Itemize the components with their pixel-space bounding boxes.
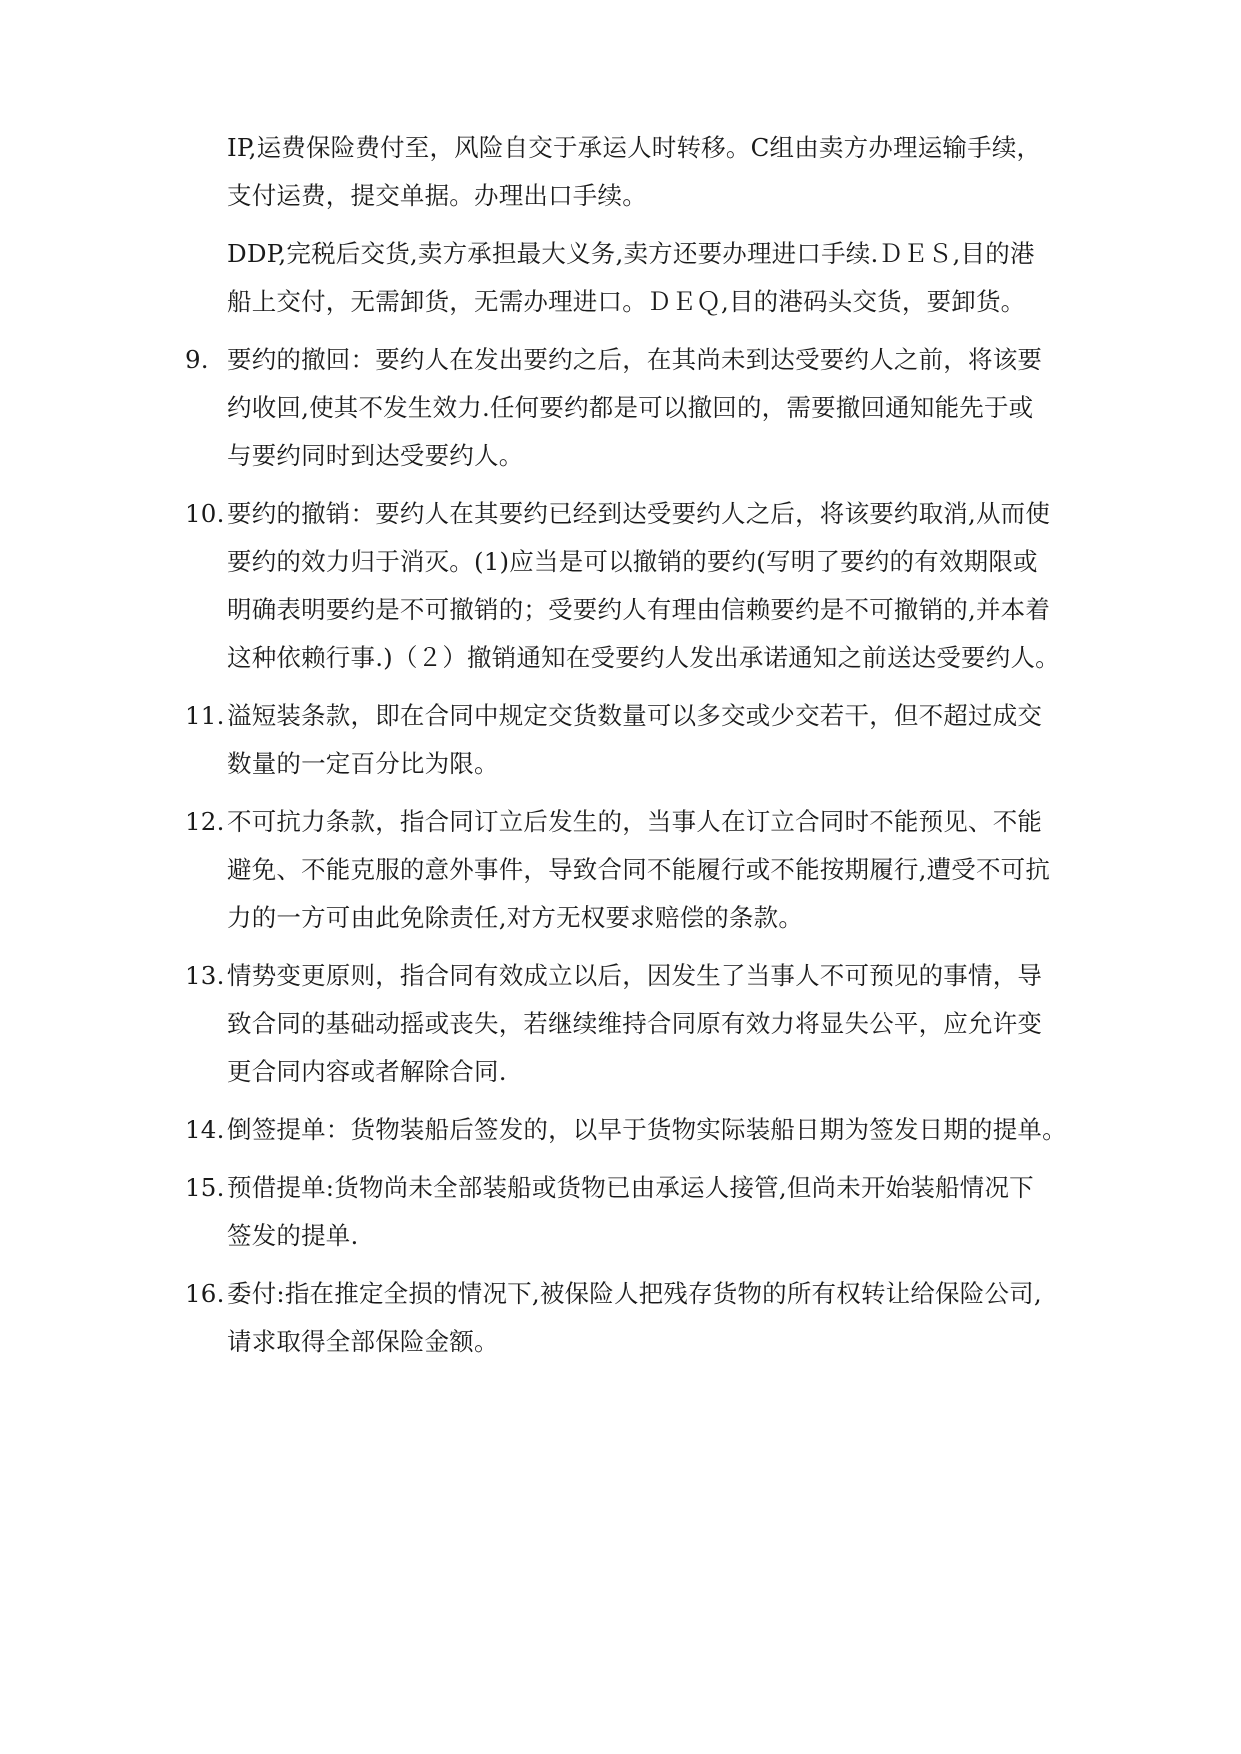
text-line: 预借提单:货物尚未全部装船或货物已由承运人接管,但尚未开始装船情况下 (227, 1173, 1034, 1202)
text-line: 数量的一定百分比为限。 (227, 749, 499, 778)
text-line: 约收回,使其不发生效力.任何要约都是可以撤回的，需要撤回通知能先于或 (227, 393, 1034, 422)
text-line: 不可抗力条款，指合同订立后发生的，当事人在订立合同时不能预见、不能 (227, 807, 1043, 836)
text-line: 明确表明要约是不可撤销的；受要约人有理由信赖要约是不可撤销的,并本着 (227, 595, 1051, 624)
text-line: 要约的撤回：要约人在发出要约之后，在其尚未到达受要约人之前，将该要 (227, 345, 1043, 374)
item-number: 13. (185, 961, 225, 990)
text-line: DDP,完税后交货,卖方承担最大义务,卖方还要办理进口手续.ＤＥＳ,目的港 (227, 239, 1035, 268)
list-item-13 (185, 952, 1055, 1096)
list-item-10 (185, 490, 1060, 682)
text-line: 要约的撤销：要约人在其要约已经到达受要约人之后，将该要约取消,从而使 (227, 499, 1051, 528)
text-line: 支付运费，提交单据。办理出口手续。 (227, 181, 647, 210)
item-number: 11. (185, 701, 225, 730)
item-body (227, 1164, 1055, 1260)
text-line: 这种依赖行事.)（２）撤销通知在受要约人发出承诺通知之前送达受要约人。 (227, 643, 1060, 672)
text-line: 致合同的基础动摇或丧失，若继续维持合同原有效力将显失公平，应允许变 (227, 1009, 1043, 1038)
item-body (227, 952, 1055, 1096)
item-number: 10. (185, 499, 225, 528)
list-item-16 (185, 1270, 1055, 1366)
paragraph-d-group (227, 230, 1047, 326)
text-line: 委付:指在推定全损的情况下,被保险人把残存货物的所有权转让给保险公司, (227, 1279, 1042, 1308)
text-line: IP,运费保险费付至，风险自交于承运人时转移。C组由卖方办理运输手续， (227, 133, 1042, 162)
text-line: 力的一方可由此免除责任,对方无权要求赔偿的条款。 (227, 903, 804, 932)
text-line: 请求取得全部保险金额。 (227, 1327, 499, 1356)
list-item-15 (185, 1164, 1055, 1260)
item-body (227, 692, 1055, 788)
text-line: 倒签提单：货物装船后签发的，以早于货物实际装船日期为签发日期的提单。 (227, 1115, 1067, 1144)
item-number: 14. (185, 1115, 225, 1144)
item-body (227, 490, 1060, 682)
item-body (227, 798, 1055, 942)
paragraph-cip-continuation (227, 124, 1047, 220)
text-line: 更合同内容或者解除合同. (227, 1057, 507, 1086)
list-item-12 (185, 798, 1055, 942)
text-line: 与要约同时到达受要约人。 (227, 441, 524, 470)
text-line: 船上交付，无需卸货，无需办理进口。ＤＥＱ,目的港码头交货，要卸货。 (227, 287, 1026, 316)
list-item-11 (185, 692, 1055, 788)
item-number: 16. (185, 1279, 225, 1308)
list-item-14 (185, 1106, 1067, 1154)
text-line: 情势变更原则，指合同有效成立以后，因发生了当事人不可预见的事情，导 (227, 961, 1043, 990)
item-body (227, 1106, 1067, 1154)
item-number: 12. (185, 807, 225, 836)
text-line: 溢短装条款，即在合同中规定交货数量可以多交或少交若干，但不超过成交 (227, 701, 1043, 730)
list-item-9 (185, 336, 1055, 480)
text-line: 要约的效力归于消灭。(1)应当是可以撤销的要约(写明了要约的有效期限或 (227, 547, 1038, 576)
text-line: 签发的提单. (227, 1221, 359, 1250)
item-body (227, 336, 1055, 480)
item-number: 15. (185, 1173, 225, 1202)
item-body (227, 1270, 1055, 1366)
text-line: 避免、不能克服的意外事件，导致合同不能履行或不能按期履行,遭受不可抗 (227, 855, 1051, 884)
item-number: 9. (185, 345, 209, 374)
